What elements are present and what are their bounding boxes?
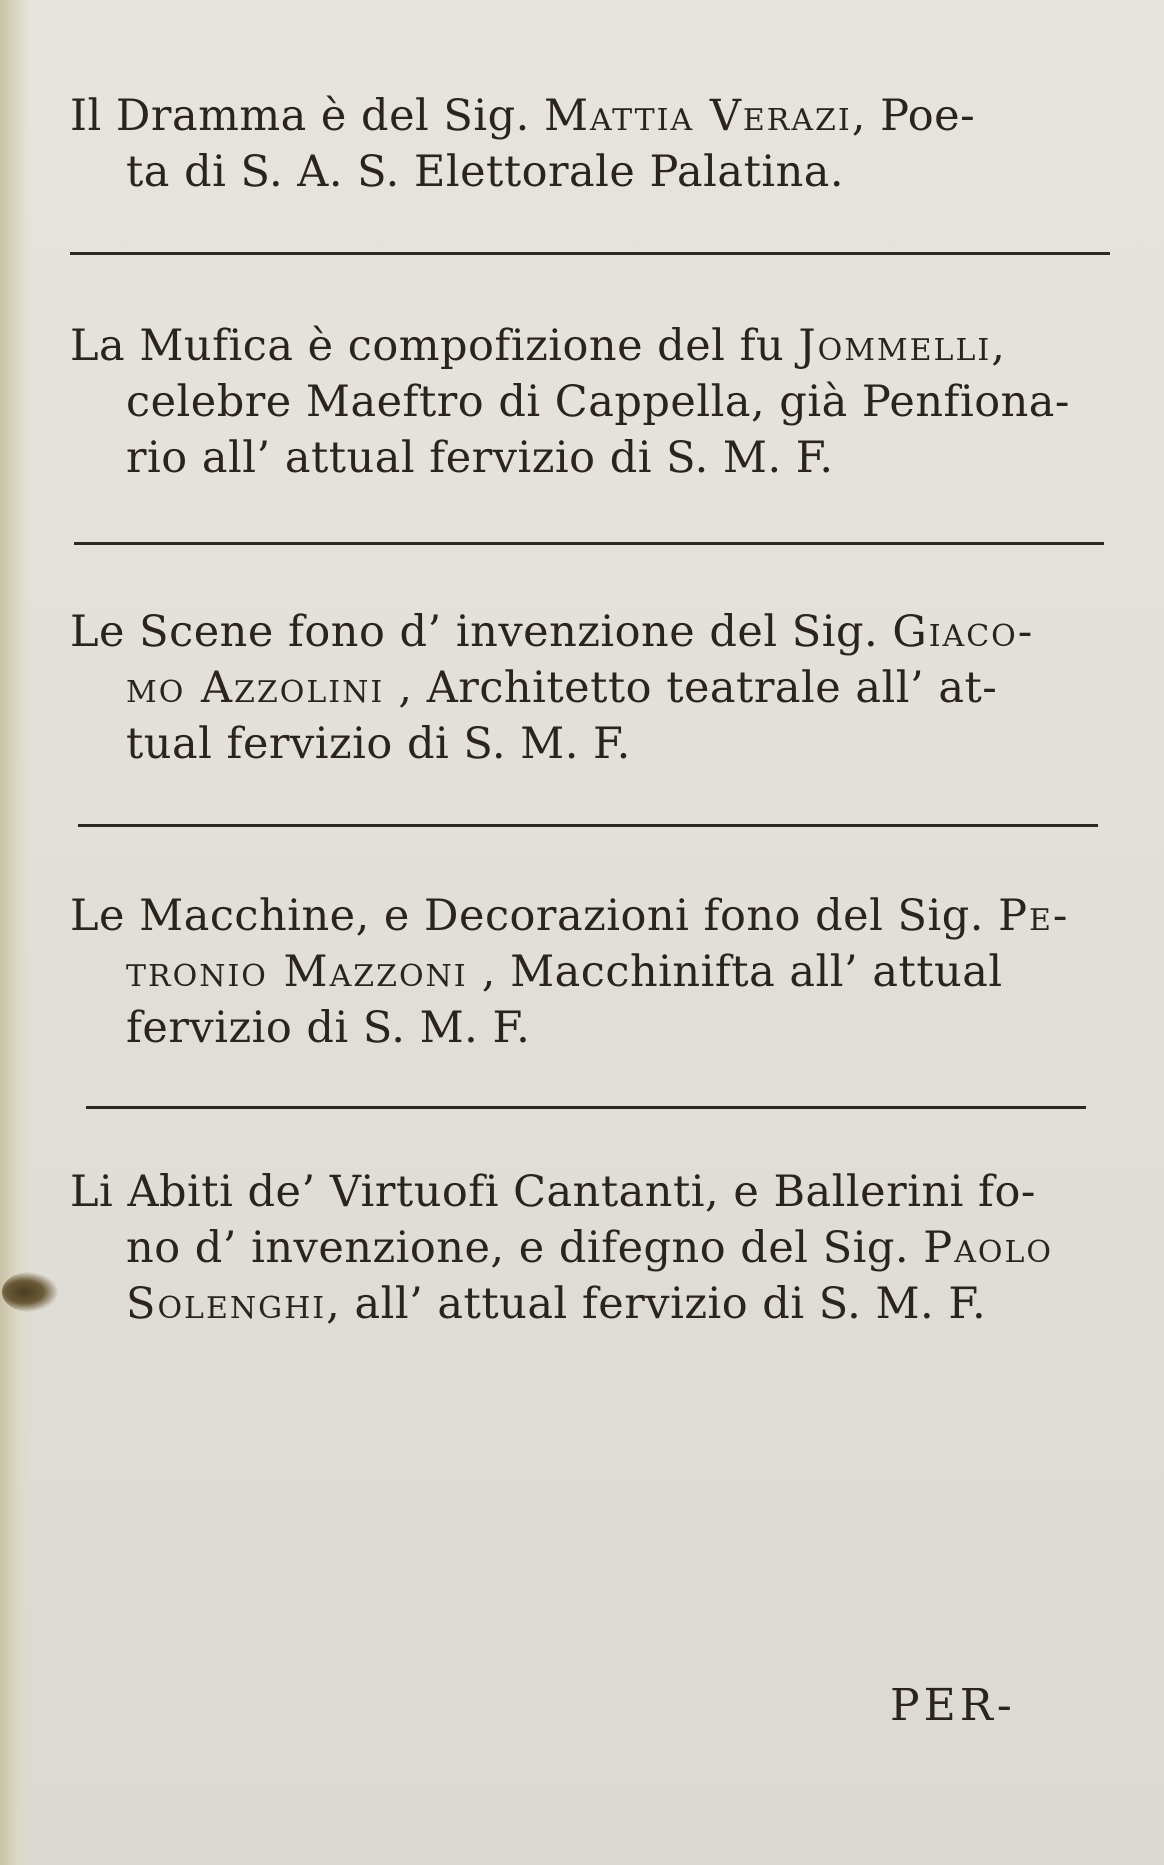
text-line: Le Macchine, e Decorazioni fono del Sig. Pe- — [70, 891, 1070, 941]
ink-stain — [2, 1272, 58, 1312]
text-line: La Mufica è compofizione del fu Jommelli, — [70, 321, 1006, 371]
text-line: tual fervizio di S. M. F. — [126, 719, 631, 769]
section-divider — [70, 252, 1110, 255]
credit-scenographer — [70, 604, 1110, 772]
section-divider — [74, 542, 1104, 545]
text-line: no d’ invenzione, e difegno del Sig. Paolo — [126, 1223, 1053, 1273]
text-line: Il Dramma è del Sig. Mattia Verazi, Poe- — [70, 91, 976, 141]
section-divider — [86, 1106, 1086, 1109]
credit-machinist — [70, 888, 1110, 1056]
text-line: ta di S. A. S. Elettorale Palatina. — [126, 147, 845, 197]
text-line: Li Abiti de’ Virtuofi Cantanti, e Ballerini fo- — [70, 1167, 1036, 1217]
text-line: mo Azzolini , Architetto teatrale all’ at- — [126, 663, 998, 713]
text-line: fervizio di S. M. F. — [126, 1003, 531, 1053]
credit-composer — [70, 318, 1110, 486]
credit-librettist — [70, 88, 1110, 200]
text-line: Le Scene fono d’ invenzione del Sig. Giaco- — [70, 607, 1035, 657]
catchword: PER- — [890, 1680, 1016, 1731]
page-gutter — [0, 0, 30, 1865]
text-line: tronio Mazzoni , Macchinifta all’ attual — [126, 947, 1003, 997]
text-line: rio all’ attual fervizio di S. M. F. — [126, 433, 834, 483]
section-divider — [78, 824, 1098, 827]
credit-costumes — [70, 1164, 1110, 1332]
text-line: Solenghi, all’ attual fervizio di S. M. F. — [126, 1279, 987, 1329]
text-line: celebre Maeftro di Cappella, già Penfiona- — [126, 377, 1070, 427]
